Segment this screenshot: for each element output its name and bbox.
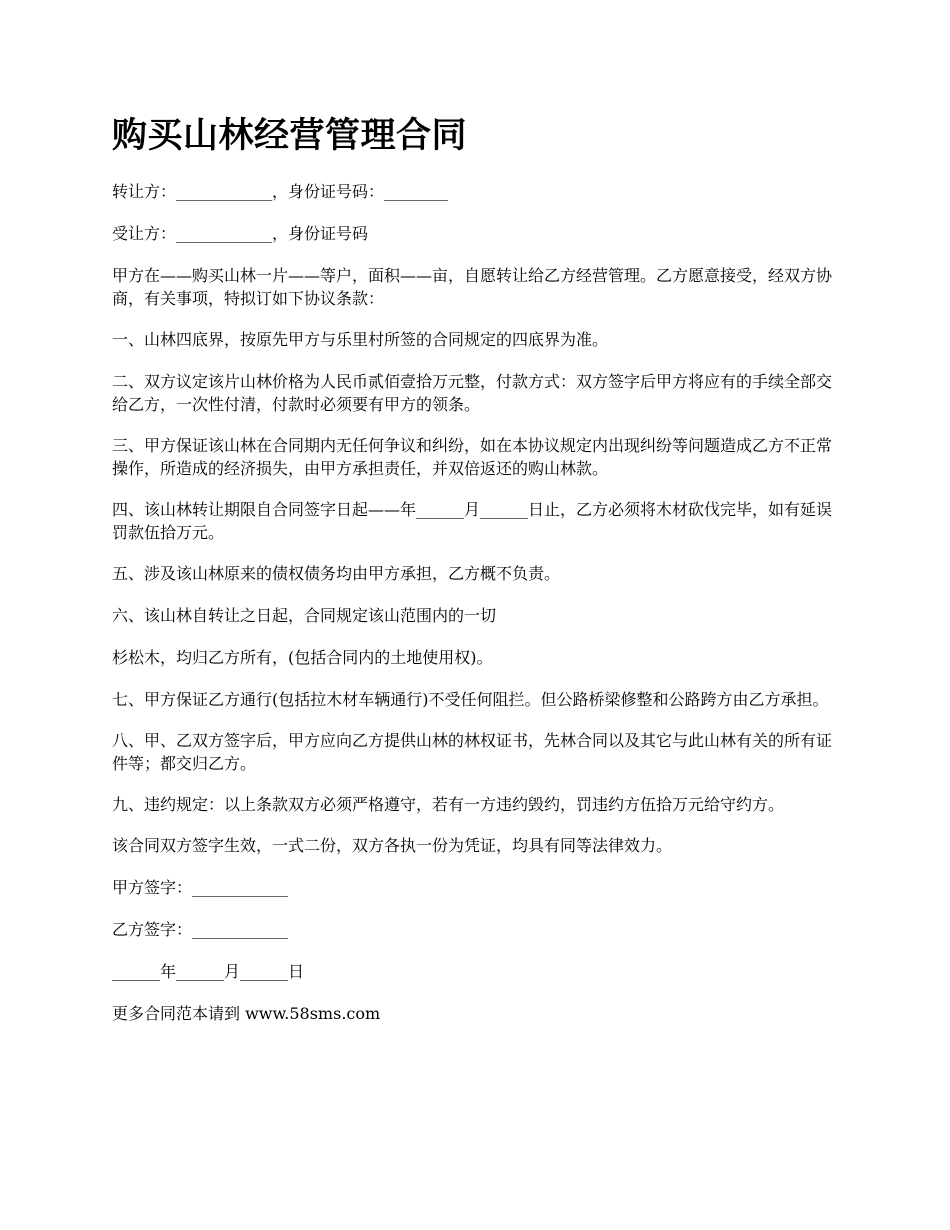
clause-9: 九、违约规定：以上条款双方必须严格遵守，若有一方违约毁约，罚违约方伍拾万元给守约方。: [112, 795, 785, 814]
footer-note: 更多合同范本请到 www.58sms.com: [112, 1004, 381, 1023]
clause-3: 三、甲方保证该山林在合同期内无任何争议和纠纷，如在本协议规定内出现纠纷等问题造成乙方不正常操作，所造成的经济损失，由甲方承担责任，并双倍返还的购山林款。: [112, 436, 833, 478]
effectiveness-statement: 该合同双方签字生效，一式二份，双方各执一份为凭证，均具有同等法律效力。: [112, 836, 673, 855]
clause-1: 一、山林四底界，按原先甲方与乐里村所签的合同规定的四底界为准。: [112, 330, 609, 349]
preamble-paragraph: 甲方在——购买山林一片——等户，面积——亩，自愿转让给乙方经营管理。乙方愿意接受，经双方协商，有关事项，特拟订如下协议条款：: [112, 266, 833, 308]
party-a-signature-line: 甲方签字：____________: [112, 878, 289, 897]
transferee-line: 受让方：____________，身份证号码: [112, 224, 369, 243]
clause-7: 七、甲方保证乙方通行(包括拉木材车辆通行)不受任何阻拦。但公路桥梁修整和公路跨方由乙方承担。: [112, 690, 829, 709]
transferor-line: 转让方：____________，身份证号码：________: [112, 182, 449, 201]
party-b-signature-line: 乙方签字：____________: [112, 920, 289, 939]
document-title: 购买山林经营管理合同: [112, 116, 468, 156]
clause-6-part-2: 杉松木，均归乙方所有，(包括合同内的土地使用权)。: [112, 648, 493, 667]
clause-6-part-1: 六、该山林自转让之日起，合同规定该山范围内的一切: [112, 606, 497, 625]
document-page: [112, 112, 840, 1044]
clause-5: 五、涉及该山林原来的债权债务均由甲方承担，乙方概不负责。: [112, 564, 561, 583]
clause-8: 八、甲、乙双方签字后，甲方应向乙方提供山林的林权证书，先林合同以及其它与此山林有关的所有证件等；都交归乙方。: [112, 731, 833, 773]
clause-4: 四、该山林转让期限自合同签字日起——年______月______日止，乙方必须将木材砍伐完毕，如有延误罚款伍拾万元。: [112, 500, 833, 542]
date-line: ______年______月______日: [112, 962, 305, 981]
clause-2: 二、双方议定该片山林价格为人民币贰佰壹拾万元整，付款方式：双方签字后甲方将应有的手续全部交给乙方，一次性付清，付款时必须要有甲方的领条。: [112, 372, 833, 414]
